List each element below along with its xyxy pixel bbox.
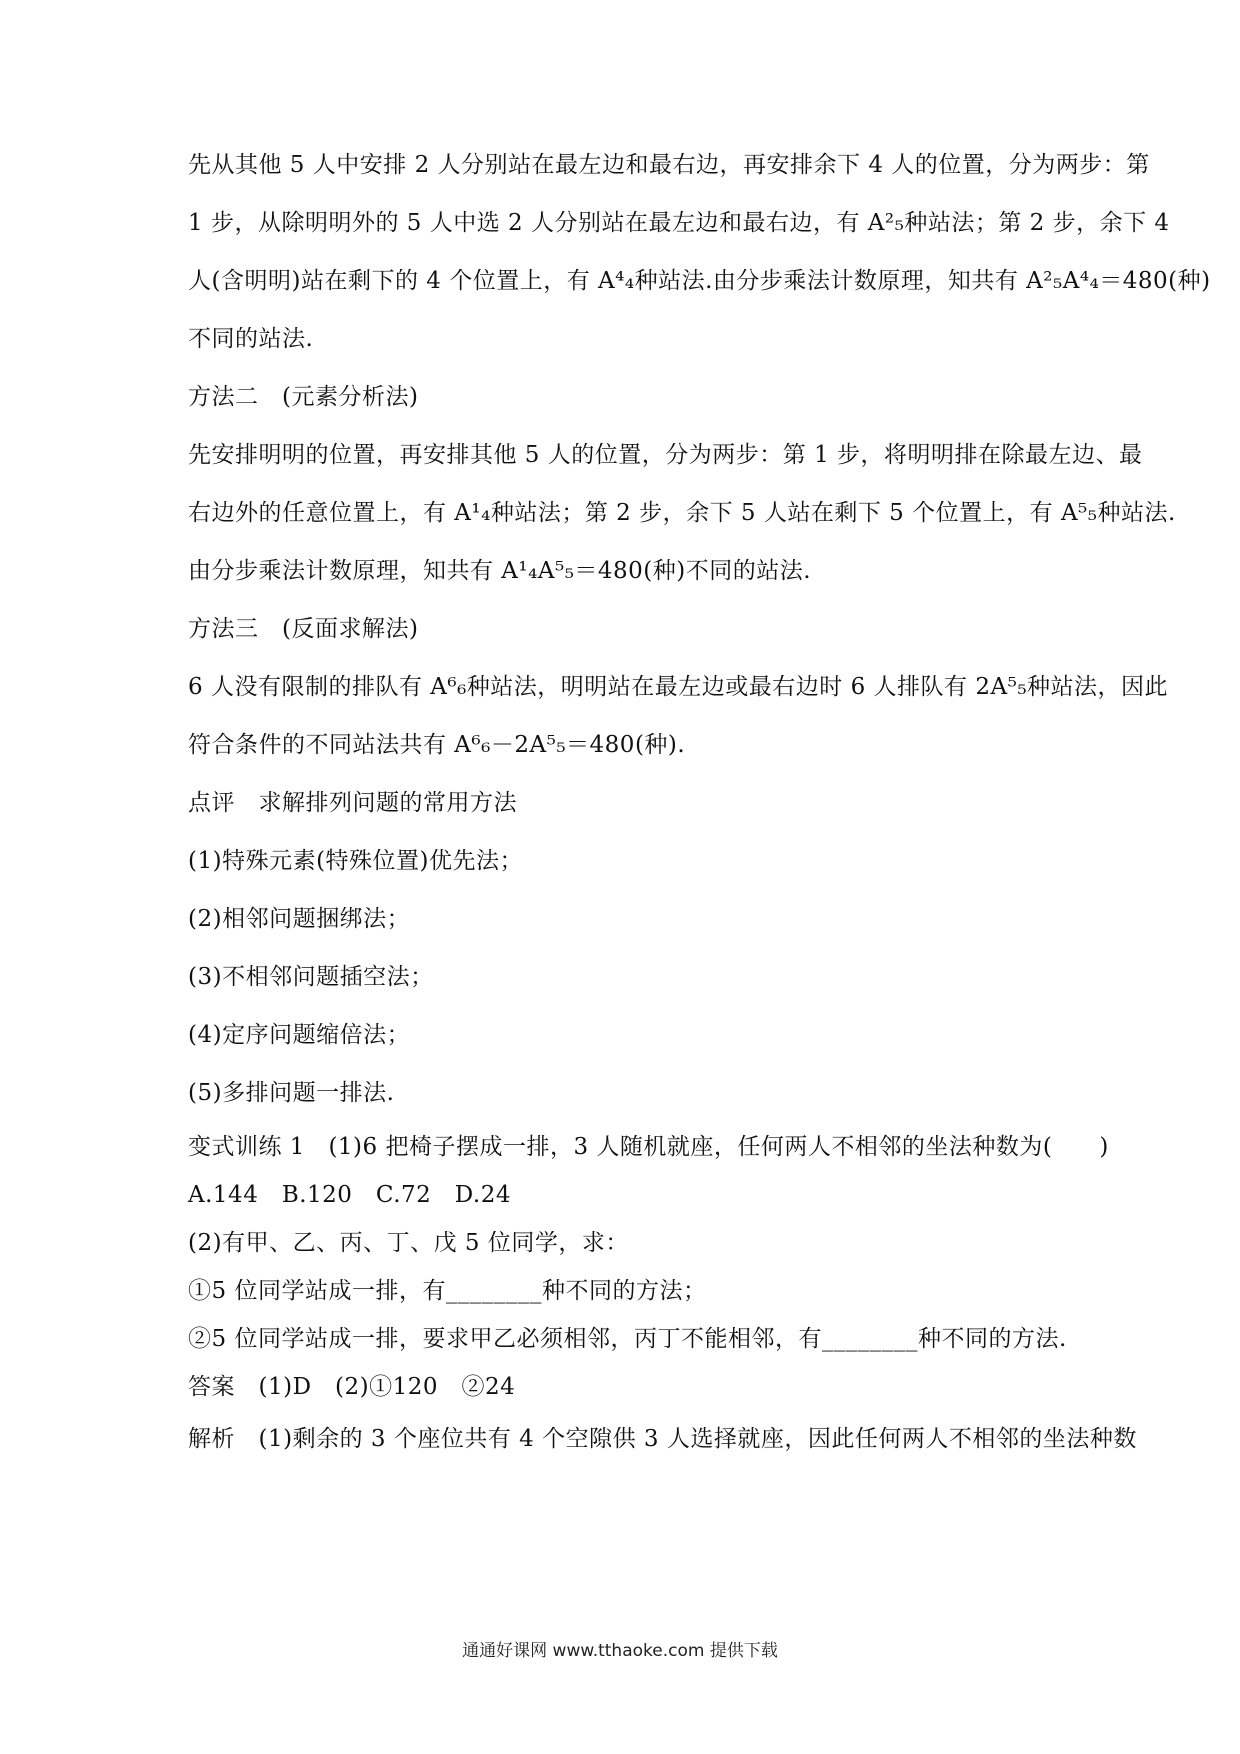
text-line: 符合条件的不同站法共有 A⁶₆－2A⁵₅＝480(种). bbox=[188, 732, 686, 758]
exercise-question: ②5 位同学站成一排，要求甲乙必须相邻，丙丁不能相邻，有________种不同的方法. bbox=[188, 1326, 1067, 1352]
text-line: 6 人没有限制的排队有 A⁶₆种站法，明明站在最左边或最右边时 6 人排队有 2A⁵₅种站法，因此 bbox=[188, 674, 1169, 700]
section-heading: 方法二 (元素分析法) bbox=[188, 384, 419, 410]
list-item: (4)定序问题缩倍法； bbox=[188, 1022, 411, 1048]
section-heading: 方法三 (反面求解法) bbox=[188, 616, 419, 642]
answer-line: 答案 (1)D (2)①120 ②24 bbox=[188, 1374, 516, 1400]
exercise-question: ①5 位同学站成一排，有________种不同的方法； bbox=[188, 1278, 707, 1304]
exercise-question: 变式训练 1 (1)6 把椅子摆成一排，3 人随机就座，任何两人不相邻的坐法种数为( ) bbox=[188, 1134, 1109, 1160]
text-line: 不同的站法. bbox=[188, 326, 314, 352]
text-line: 先从其他 5 人中安排 2 人分别站在最左边和最右边，再安排余下 4 人的位置，分为两步：第 bbox=[188, 152, 1150, 178]
text-line: 右边外的任意位置上，有 A¹₄种站法；第 2 步，余下 5 人站在剩下 5 个位置上，有 A⁵₅种站法. bbox=[188, 500, 1176, 526]
text-line: 人(含明明)站在剩下的 4 个位置上，有 A⁴₄种站法.由分步乘法计数原理，知共有 A²₅A⁴₄＝480(种) bbox=[188, 268, 1211, 294]
exercise-question: (2)有甲、乙、丙、丁、戊 5 位同学，求： bbox=[188, 1230, 629, 1256]
exercise-options: A.144 B.120 C.72 D.24 bbox=[188, 1182, 511, 1208]
analysis-line: 解析 (1)剩余的 3 个座位共有 4 个空隙供 3 人选择就座，因此任何两人不相邻的坐法种数 bbox=[188, 1426, 1137, 1452]
section-heading: 点评 求解排列问题的常用方法 bbox=[188, 790, 517, 816]
text-line: 由分步乘法计数原理，知共有 A¹₄A⁵₅＝480(种)不同的站法. bbox=[188, 558, 812, 584]
list-item: (3)不相邻问题插空法； bbox=[188, 964, 434, 990]
list-item: (5)多排问题一排法. bbox=[188, 1080, 395, 1106]
footer-text: 通通好课网 www.tthaoke.com 提供下载 bbox=[462, 1641, 778, 1661]
text-line: 1 步，从除明明外的 5 人中选 2 人分别站在最左边和最右边，有 A²₅种站法；第 2 步，余下 4 bbox=[188, 210, 1170, 236]
text-line: 先安排明明的位置，再安排其他 5 人的位置，分为两步：第 1 步，将明明排在除最左边、最 bbox=[188, 442, 1143, 468]
list-item: (2)相邻问题捆绑法； bbox=[188, 906, 411, 932]
list-item: (1)特殊元素(特殊位置)优先法； bbox=[188, 848, 524, 874]
